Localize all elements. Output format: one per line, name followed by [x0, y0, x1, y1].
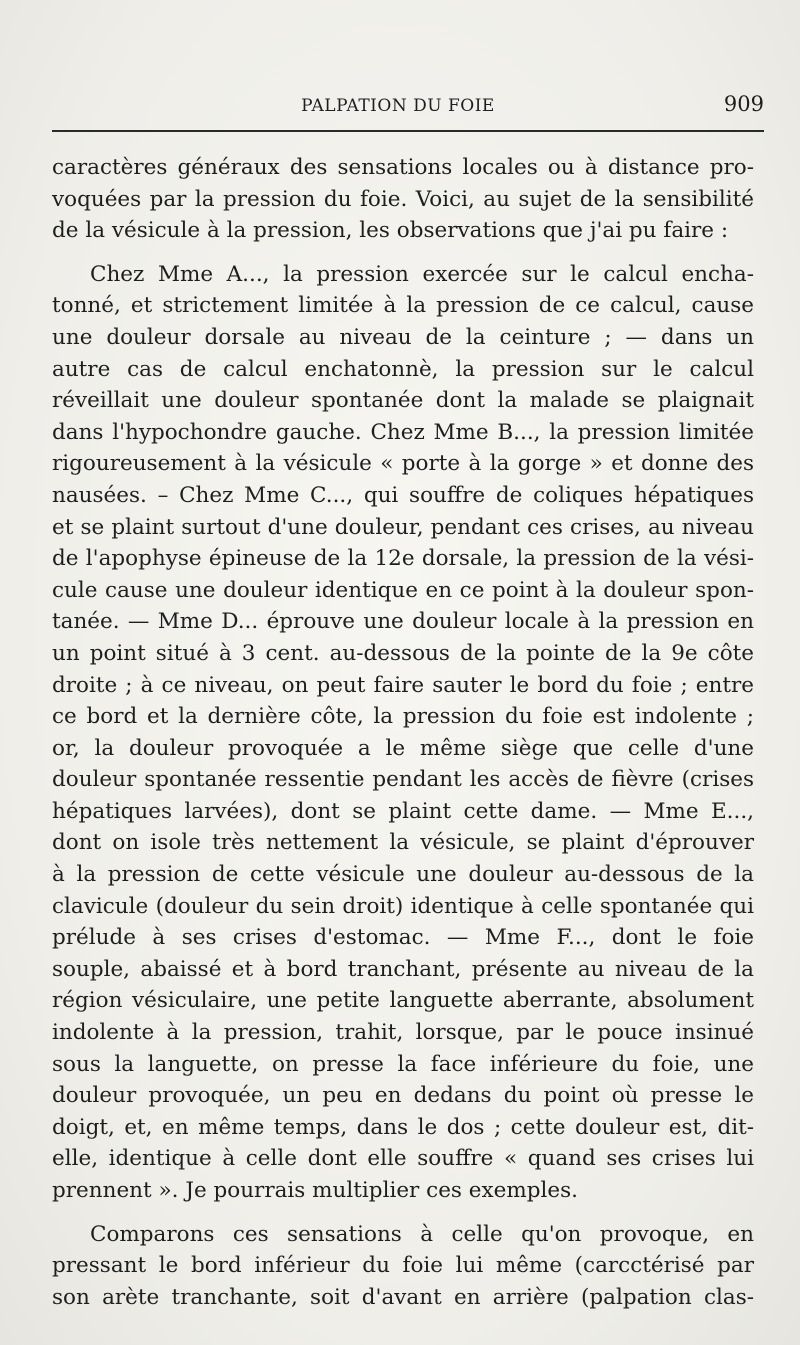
text-line: droite ; à ce niveau, on peut faire sauter le bord du foie ; entre: [52, 672, 754, 698]
text-line: doigt, et, en même temps, dans le dos ; cette douleur est, dit-: [52, 1114, 754, 1140]
text-line: caractères généraux des sensations locales ou à distance pro-: [52, 155, 754, 180]
text-line: à la pression de cette vésicule une douleur au-dessous de la: [52, 862, 754, 888]
text-line: cule cause une douleur identique en ce point à la douleur spon-: [52, 577, 754, 603]
text-line: dont on isole très nettement la vésicule, se plaint d'éprouver: [52, 830, 754, 856]
text-line: voquées par la pression du foie. Voici, au sujet de la sensibilité: [52, 186, 754, 212]
text-line: souple, abaissé et à bord tranchant, présente au niveau de la: [52, 956, 754, 982]
text-line: tonné, et strictement limitée à la pression de ce calcul, cause: [52, 293, 754, 319]
text-line: rigoureusement à la vésicule « porte à la gorge » et donne des: [52, 451, 754, 477]
text-line: autre cas de calcul enchatonnè, la pression sur le calcul: [52, 356, 754, 382]
text-line: ce bord et la dernière côte, la pression du foie est indolente ;: [52, 704, 754, 730]
text-line: pressant le bord inférieur du foie lui même (carcctérisé par: [52, 1253, 754, 1279]
text-line: dans l'hypochondre gauche. Chez Mme B..., la pression limitée: [52, 419, 754, 445]
running-title: PALPATION DU FOIE: [301, 96, 495, 116]
text-line: réveillait une douleur spontanée dont la malade se plaignait: [52, 388, 754, 414]
text-line: une douleur dorsale au niveau de la ceinture ; — dans un: [52, 324, 754, 350]
text-line: nausées. – Chez Mme C..., qui souffre de coliques hépatiques: [52, 482, 754, 508]
text-line: douleur spontanée ressentie pendant les accès de fièvre (crises: [52, 767, 754, 793]
running-head: [52, 92, 764, 126]
text-line: de l'apophyse épineuse de la 12e dorsale, la pression de la vési-: [52, 546, 754, 572]
text-line: prélude à ses crises d'estomac. — Mme F..., dont le foie: [52, 925, 754, 951]
text-line: un point situé à 3 cent. au-dessous de la pointe de la 9e côte: [52, 640, 754, 666]
body-text: [52, 152, 754, 1313]
text-line: hépatiques larvées), dont se plaint cette dame. — Mme E...,: [52, 798, 754, 824]
text-line: tanée. — Mme D... éprouve une douleur locale à la pression en: [52, 609, 754, 635]
text-line: douleur provoquée, un peu en dedans du point où presse le: [52, 1083, 754, 1109]
text-line: elle, identique à celle dont elle souffre « quand ses crises lui: [52, 1146, 754, 1172]
page-number: 909: [723, 92, 764, 116]
text-line: Chez Mme A..., la pression exercée sur le calcul encha-: [90, 261, 754, 287]
text-line: son arète tranchante, soit d'avant en arrière (palpation clas-: [52, 1284, 754, 1310]
text-line: prennent ». Je pourrais multiplier ces exemples.: [52, 1178, 578, 1203]
text-line: Comparons ces sensations à celle qu'on provoque, en: [90, 1221, 754, 1247]
text-line: région vésiculaire, une petite languette aberrante, absolument: [52, 988, 754, 1014]
header-rule: [52, 130, 764, 132]
text-line: sous la languette, on presse la face inférieure du foie, une: [52, 1051, 754, 1077]
text-line: indolente à la pression, trahit, lorsque, par le pouce insinué: [52, 1020, 754, 1046]
text-line: de la vésicule à la pression, les observations que j'ai pu faire :: [52, 218, 729, 244]
text-line: clavicule (douleur du sein droit) identique à celle spontanée qui: [52, 893, 754, 919]
text-line: or, la douleur provoquée a le même siège que celle d'une: [52, 735, 754, 761]
text-line: et se plaint surtout d'une douleur, pendant ces crises, au niveau: [52, 514, 754, 540]
